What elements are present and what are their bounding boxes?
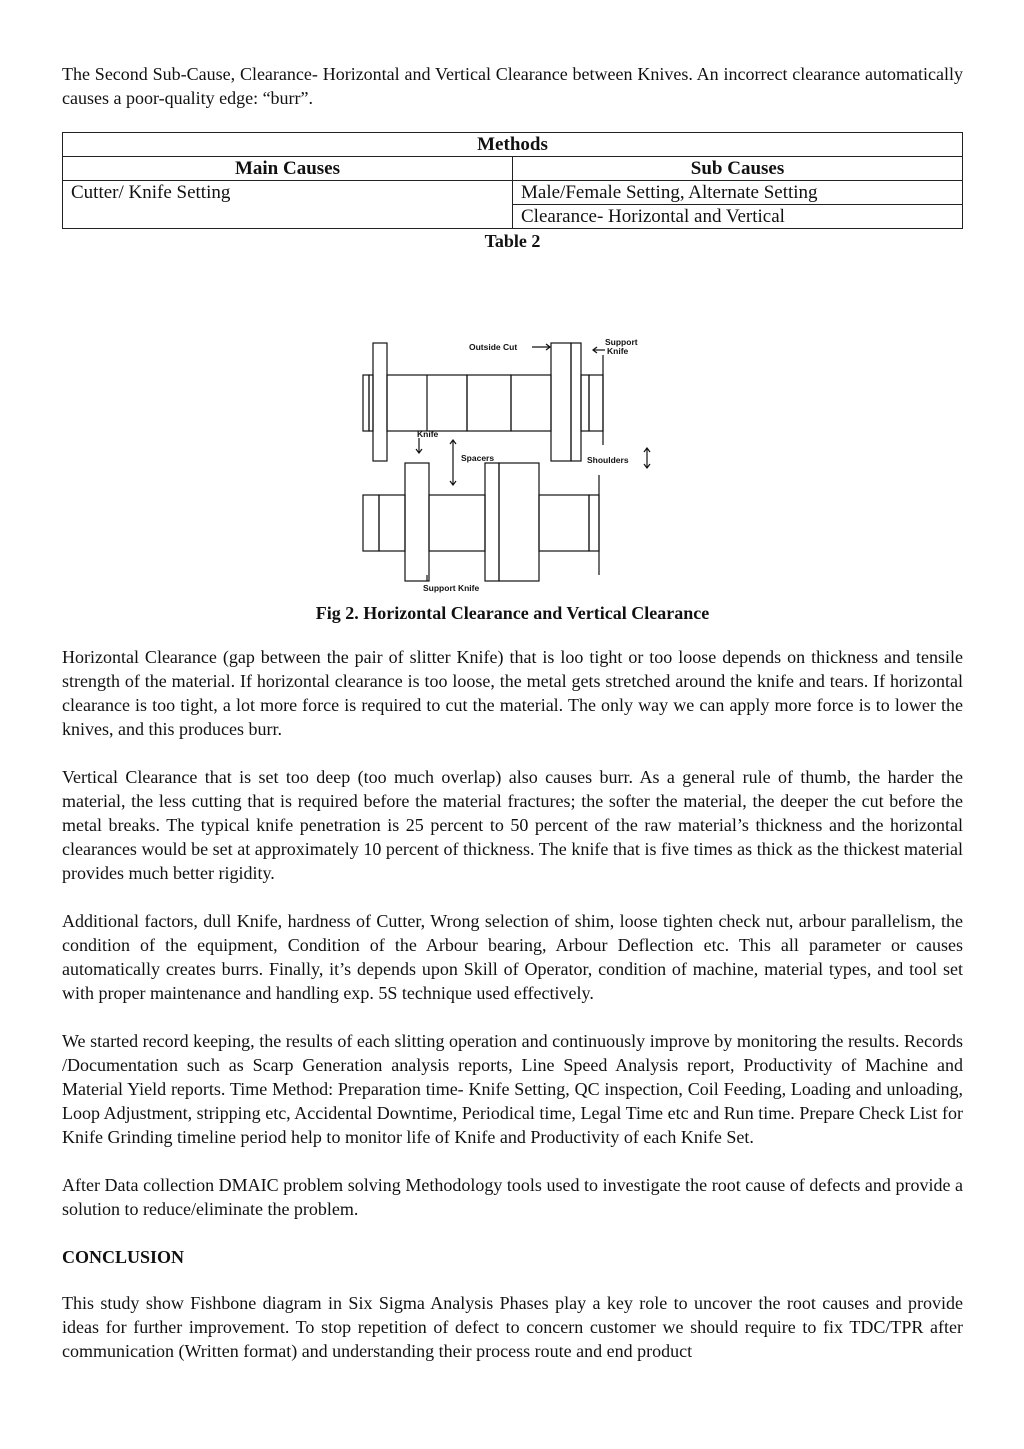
label-support-knife-top: Knife [606, 346, 628, 356]
clearance-figure [357, 335, 657, 595]
column-header-sub-causes: Sub Causes [513, 157, 963, 181]
bottom-knife [405, 463, 429, 581]
methods-table [62, 132, 963, 229]
label-shoulders: Shoulders [586, 455, 629, 465]
top-arbor-collar [369, 375, 373, 431]
conclusion-heading: CONCLUSION [62, 1247, 185, 1267]
figure-caption: Fig 2. Horizontal Clearance and Vertical Clearance [315, 603, 710, 623]
top-support-knife [571, 343, 581, 461]
label-knife: Knife [416, 429, 438, 439]
page-content [62, 62, 963, 1363]
body-paragraph: Vertical Clearance that is set too deep (too much overlap) also causes burr. As a general rule of thumb, the harder the material, the less cutting that is required before the material fractures; the softer the material, the deeper the cut before the metal breaks. The typical knife penetration is 25 percent to 50 percent of the raw material’s thickness and the horizontal clearances would be set at approximately 10 percent of thickness. The knife that is five times as thick as the thickest material provides much better rigidity. [62, 767, 963, 883]
body-paragraph: We started record keeping, the results of each slitting operation and continuously improve by monitoring the results. Records /Documentation such as Scarp Generation analysis reports, Line Speed Analysis report, Productivity of Machine and Material Yield reports. Time Method: Preparation time- Knife Setting, QC inspection, Coil Feeding, Loading and unloading, Loop Adjustment, stripping etc, Accidental Downtime, Periodical time, Legal Time etc and Run time. Prepare Check List for Knife Grinding timeline period help to monitor life of Knife and Productivity of each Knife Set. [62, 1031, 963, 1147]
bottom-spacer [379, 495, 405, 551]
label-support-knife-top: Support [604, 337, 638, 347]
column-header-main-causes: Main Causes [63, 157, 513, 181]
top-knife [373, 343, 387, 461]
label-spacers: Spacers [460, 453, 494, 463]
sub-cause-cell: Male/Female Setting, Alternate Setting [513, 181, 963, 205]
body-paragraph: After Data collection DMAIC problem solving Methodology tools used to investigate the root cause of defects and provide a solution to reduce/eliminate the problem. [62, 1175, 963, 1219]
table-title: Methods [63, 133, 963, 157]
bottom-support-knife [499, 463, 539, 581]
bottom-spacer [589, 495, 599, 551]
label-support-knife-bottom: Support Knife [422, 583, 479, 593]
body-paragraph: Additional factors, dull Knife, hardness of Cutter, Wrong selection of shim, loose tighten check nut, arbour parallelism, the condition of the equipment, Condition of the Arbour bearing, Arbour Deflection etc. This all parameter or causes automatically creates burrs. Finally, it’s depends upon Skill of Operator, condition of machine, material types, and tool set with proper maintenance and handling exp. 5S technique used effectively. [62, 911, 963, 1003]
top-spacer [467, 375, 511, 431]
conclusion-paragraph: This study show Fishbone diagram in Six Sigma Analysis Phases play a key role to uncover the root causes and provide ideas for further improvement. To stop repetition of defect to concern customer we should require to fix TDC/TPR after communication (Written format) and understanding their process route and end product [62, 1293, 963, 1361]
top-support-knife [551, 343, 571, 461]
main-cause-cell: Cutter/ Knife Setting [63, 181, 513, 229]
intro-paragraph: The Second Sub-Cause, Clearance- Horizontal and Vertical Clearance between Knives. An incorrect clearance automatically causes a poor-quality edge: “burr”. [62, 64, 963, 108]
top-spacer [511, 375, 551, 431]
body-paragraph: Horizontal Clearance (gap between the pair of slitter Knife) that is loo tight or too loose depends on thickness and tensile strength of the material. If horizontal clearance is too loose, the metal gets stretched around the knife and tears. If horizontal clearance is too tight, a lot more force is required to cut the material. The only way we can apply more force is to lower the knives, and this produces burr. [62, 647, 963, 739]
bottom-support-knife [485, 463, 499, 581]
top-arbor-collar [363, 375, 369, 431]
sub-cause-cell: Clearance- Horizontal and Vertical [513, 205, 963, 229]
top-spacer [589, 375, 603, 431]
bottom-spacer [429, 495, 485, 551]
table-caption: Table 2 [484, 231, 541, 251]
label-outside-cut: Outside Cut [468, 342, 517, 352]
bottom-spacer [363, 495, 379, 551]
slitter-diagram [357, 335, 657, 595]
top-spacer [581, 375, 589, 431]
bottom-spacer [539, 495, 589, 551]
